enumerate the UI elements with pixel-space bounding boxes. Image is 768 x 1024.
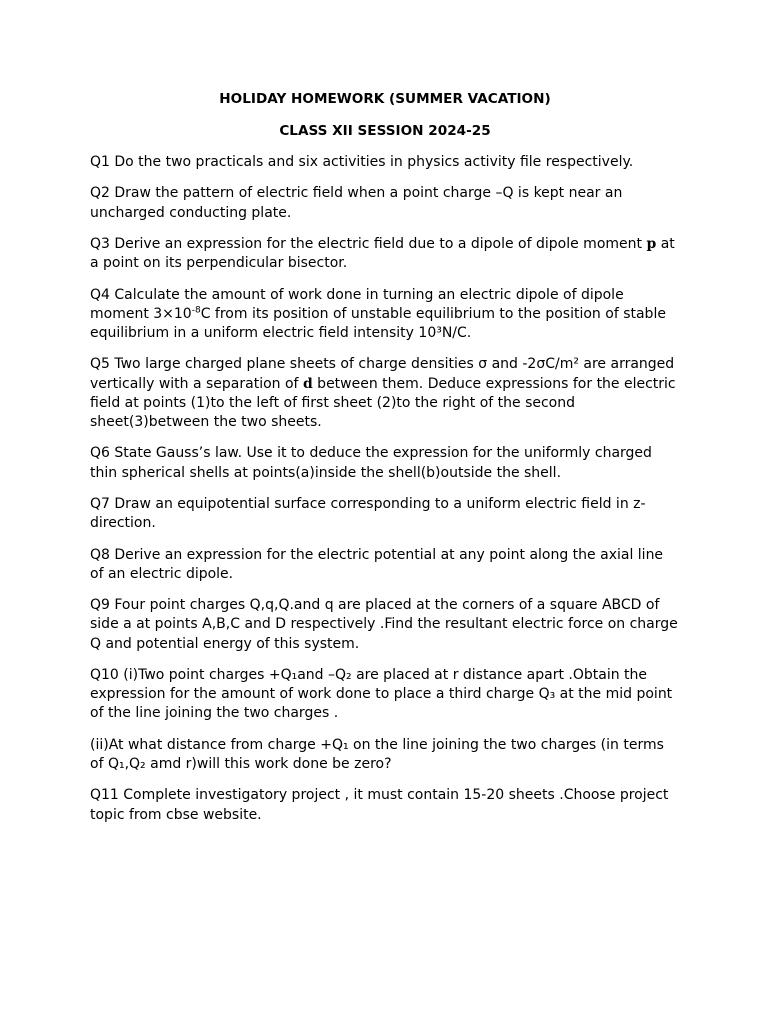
question-4-text-b: C from its position of unstable equilibrium to the position of stable equilibrium in a uniform electric field intensity 10³N/C.	[90, 305, 666, 341]
document-subtitle: CLASS XII SESSION 2024-25	[279, 123, 491, 139]
question-10: Q10 (i)Two point charges +Q₁and –Q₂ are placed at r distance apart .Obtain the expression for the amount of work done to place a third charge Q₃ at the mid point of the line joining the two charges .	[90, 666, 673, 722]
question-4-text-a: Q4 Calculate the amount of work done in turning an electric dipole of dipole moment 3×10	[90, 286, 624, 322]
question-4	[90, 286, 680, 344]
question-1: Q1 Do the two practicals and six activities in physics activity file respectively.	[90, 154, 634, 170]
question-5-text-b: between them. Deduce expressions for the electric field at points (1)to the left of first sheet (2)to the right of the second sheet(3)between the two sheets.	[90, 375, 676, 430]
question-8: Q8 Derive an expression for the electric potential at any point along the axial line of an electric dipole.	[90, 546, 664, 582]
question-5	[90, 355, 680, 432]
question-3	[90, 235, 680, 273]
question-9: Q9 Four point charges Q,q,Q.and q are placed at the corners of a square ABCD of side a at points A,B,C and D respectively .Find the resultant electric force on charge Q and potential energy of this system.	[90, 597, 678, 652]
question-list	[90, 153, 680, 825]
dipole-moment-symbol: p	[646, 235, 657, 252]
question-2: Q2 Draw the pattern of electric field when a point charge –Q is kept near an uncharged conducting plate.	[90, 185, 623, 221]
question-11: Q11 Complete investigatory project , it must contain 15-20 sheets .Choose project topic from cbse website.	[90, 787, 669, 823]
document-page	[90, 90, 680, 837]
question-6: Q6 State Gauss’s law. Use it to deduce the expression for the uniformly charged thin spherical shells at points(a)inside the shell(b)outside the shell.	[90, 445, 652, 481]
document-title: HOLIDAY HOMEWORK (SUMMER VACATION)	[219, 91, 551, 107]
question-3-text-b: at a point on its perpendicular bisector.	[90, 235, 675, 272]
separation-symbol: d	[302, 375, 313, 392]
question-10-part-ii: (ii)At what distance from charge +Q₁ on the line joining the two charges (in terms of Q₁,Q₂ amd r)will this work done be zero?	[90, 736, 664, 772]
question-5-text-a: Q5 Two large charged plane sheets of charge densities σ and -2σC/m² are arranged vertically with a separation of	[90, 356, 675, 392]
question-4-exponent: -8	[191, 305, 201, 316]
question-3-text-a: Q3 Derive an expression for the electric field due to a dipole of dipole moment	[90, 235, 647, 252]
question-7: Q7 Draw an equipotential surface corresponding to a uniform electric field in z-direction.	[90, 495, 646, 532]
